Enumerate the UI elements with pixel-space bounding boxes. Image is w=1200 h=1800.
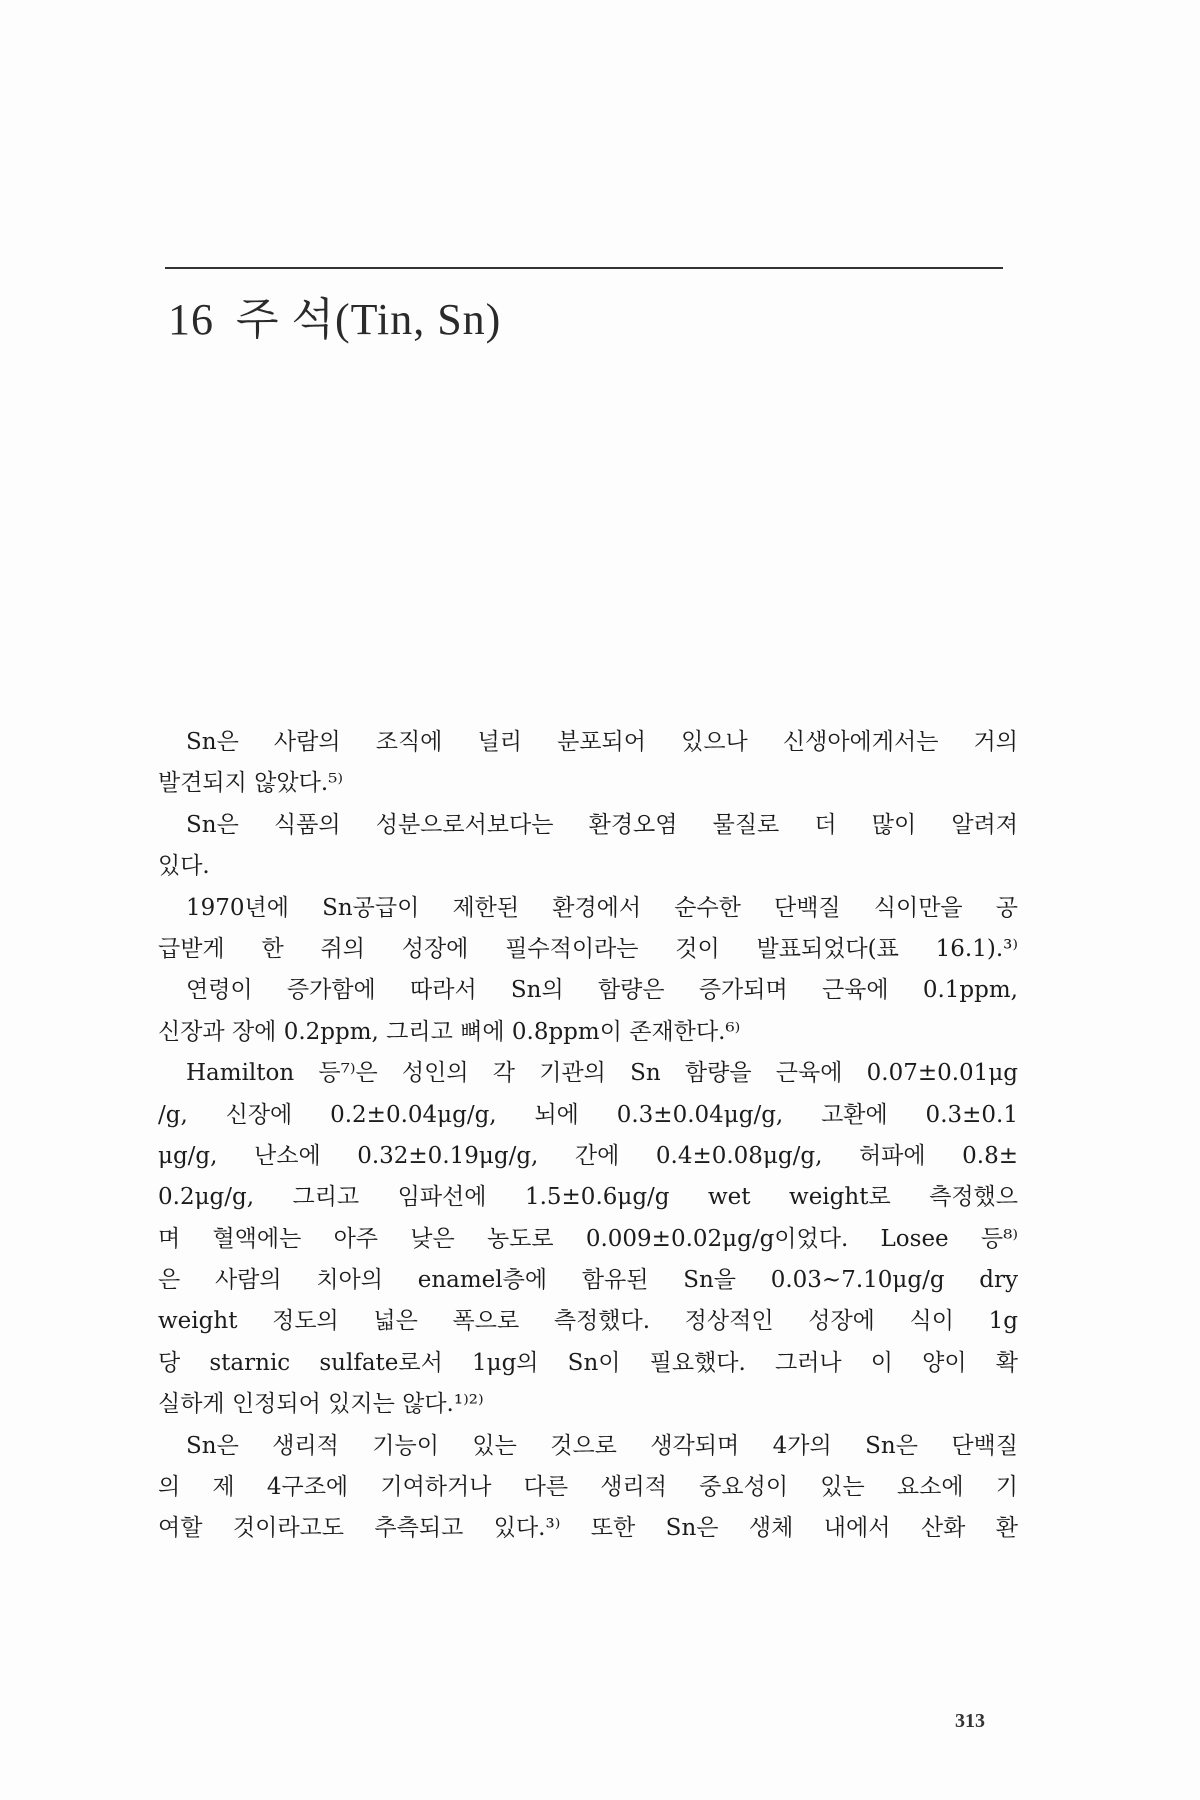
text-line: /g, 신장에 0.2±0.04μg/g, 뇌에 0.3±0.04μg/g, 고환에 0.3±0.1 bbox=[158, 1101, 1018, 1128]
text-line: Hamilton 등⁷⁾은 성인의 각 기관의 Sn 함량을 근육에 0.07±0.01μg bbox=[186, 1060, 1018, 1087]
section-heading bbox=[168, 283, 501, 347]
text-line: 여할 것이라고도 추측되고 있다.³⁾ 또한 Sn은 생체 내에서 산화 환 bbox=[158, 1515, 1018, 1542]
text-line: Sn은 생리적 기능이 있는 것으로 생각되며 4가의 Sn은 단백질 bbox=[186, 1432, 1018, 1459]
text-line: μg/g, 난소에 0.32±0.19μg/g, 간에 0.4±0.08μg/g, 허파에 0.8± bbox=[158, 1142, 1018, 1169]
text-line: 의 제 4구조에 기여하거나 다른 생리적 중요성이 있는 요소에 기 bbox=[158, 1474, 1018, 1501]
text-line: 당 starnic sulfate로서 1μg의 Sn이 필요했다. 그러나 이 양이 확 bbox=[158, 1349, 1018, 1376]
text-line: 1970년에 Sn공급이 제한된 환경에서 순수한 단백질 식이만을 공 bbox=[186, 894, 1018, 921]
text-line: 며 혈액에는 아주 낮은 농도로 0.009±0.02μg/g이었다. Losee 등⁸⁾ bbox=[158, 1225, 1018, 1252]
text-line: 연령이 증가함에 따라서 Sn의 함량은 증가되며 근육에 0.1ppm, bbox=[186, 977, 1018, 1004]
text-line: weight 정도의 넓은 폭으로 측정했다. 정상적인 성장에 식이 1g bbox=[158, 1308, 1018, 1335]
text-line: 0.2μg/g, 그리고 임파선에 1.5±0.6μg/g wet weight로 측정했으 bbox=[158, 1184, 1018, 1211]
body-text bbox=[158, 722, 1018, 1550]
text-line: 발견되지 않았다.⁵⁾ bbox=[158, 770, 344, 797]
text-line: 있다. bbox=[158, 853, 210, 880]
section-number: 16 bbox=[168, 295, 214, 344]
section-title: 주 석(Tin, Sn) bbox=[236, 295, 502, 344]
section-rule bbox=[165, 267, 1003, 269]
text-line: 은 사람의 치아의 enamel층에 함유된 Sn을 0.03~7.10μg/g dry bbox=[158, 1267, 1018, 1294]
text-line: Sn은 사람의 조직에 널리 분포되어 있으나 신생아에게서는 거의 bbox=[186, 729, 1018, 755]
text-line: Sn은 식품의 성분으로서보다는 환경오염 물질로 더 많이 알려져 bbox=[186, 811, 1018, 838]
text-line: 실하게 인정되어 있지는 않다.¹⁾²⁾ bbox=[158, 1391, 484, 1418]
text-line: 신장과 장에 0.2ppm, 그리고 뼈에 0.8ppm이 존재한다.⁶⁾ bbox=[158, 1018, 741, 1045]
page-number: 313 bbox=[955, 1710, 985, 1732]
text-line: 급받게 한 쥐의 성장에 필수적이라는 것이 발표되었다(표 16.1).³⁾ bbox=[158, 935, 1018, 962]
